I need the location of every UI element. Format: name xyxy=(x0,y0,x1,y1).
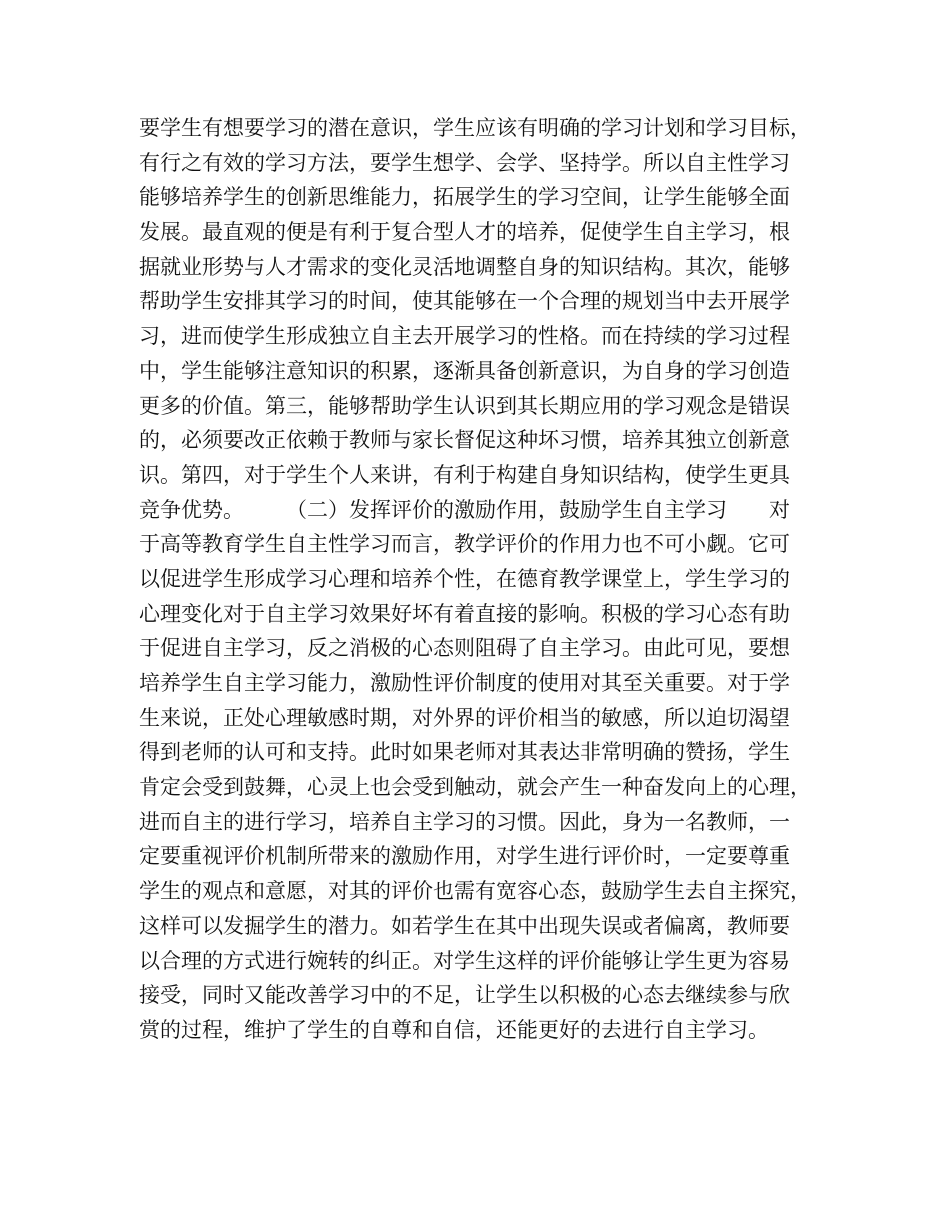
text-line: 习，进而使学生形成独立自主去开展学习的性格。而在持续的学习过程 xyxy=(139,324,790,349)
text-line: 肯定会受到鼓舞，心灵上也会受到触动，就会产生一种奋发向上的心理， xyxy=(139,775,811,800)
text-line: 有行之有效的学习方法，要学生想学、会学、坚持学。所以自主性学习 xyxy=(139,150,790,175)
text-line: 发展。最直观的便是有利于复合型人才的培养，促使学生自主学习，根 xyxy=(139,220,790,245)
text-line: 据就业形势与人才需求的变化灵活地调整自身的知识结构。其次，能够 xyxy=(139,254,790,279)
text-line: 以合理的方式进行婉转的纠正。对学生这样的评价能够让学生更为容易 xyxy=(139,948,790,973)
text-line: 更多的价值。第三，能够帮助学生认识到其长期应用的学习观念是错误 xyxy=(139,393,790,418)
text-line: 赏的过程，维护了学生的自尊和自信，还能更好的去进行自主学习。 xyxy=(139,1017,769,1042)
text-line: 能够培养学生的创新思维能力，拓展学生的学习空间，让学生能够全面 xyxy=(139,185,790,210)
text-line: 中，学生能够注意知识的积累，逐渐具备创新意识，为自身的学习创造 xyxy=(139,358,790,383)
text-line: 学生的观点和意愿，对其的评价也需有宽容心态，鼓励学生去自主探究， xyxy=(139,879,811,904)
text-line: 以促进学生形成学习心理和培养个性，在德育教学课堂上，学生学习的 xyxy=(139,566,790,591)
body-text xyxy=(139,111,829,1048)
text-line: 培养学生自主学习能力，激励性评价制度的使用对其至关重要。对于学 xyxy=(139,671,790,695)
section-heading-line: 竞争优势。 （二）发挥评价的激励作用，鼓励学生自主学习 对 xyxy=(139,497,790,522)
text-line: 要学生有想要学习的潜在意识，学生应该有明确的学习计划和学习目标， xyxy=(139,116,811,140)
text-line: 这样可以发掘学生的潜力。如若学生在其中出现失误或者偏离，教师要 xyxy=(139,913,790,938)
text-line: 识。第四，对于学生个人来讲，有利于构建自身知识结构，使学生更具 xyxy=(139,462,790,487)
text-line: 帮助学生安排其学习的时间，使其能够在一个合理的规划当中去开展学 xyxy=(139,289,790,314)
text-line: 接受，同时又能改善学习中的不足，让学生以积极的心态去继续参与欣 xyxy=(139,983,790,1008)
text-line: 生来说，正处心理敏感时期，对外界的评价相当的敏感，所以迫切渴望 xyxy=(139,705,790,730)
text-line: 于高等教育学生自主性学习而言，教学评价的作用力也不可小觑。它可 xyxy=(139,532,790,557)
text-line: 心理变化对于自主学习效果好坏有着直接的影响。积极的学习心态有助 xyxy=(139,601,790,626)
text-line: 定要重视评价机制所带来的激励作用，对学生进行评价时，一定要尊重 xyxy=(139,844,790,869)
text-line: 进而自主的进行学习，培养自主学习的习惯。因此，身为一名教师，一 xyxy=(139,809,790,834)
text-line: 于促进自主学习，反之消极的心态则阻碍了自主学习。由此可见，要想 xyxy=(139,636,790,661)
text-line: 的，必须要改正依赖于教师与家长督促这种坏习惯，培养其独立创新意 xyxy=(139,428,790,453)
text-line: 得到老师的认可和支持。此时如果老师对其表达非常明确的赞扬，学生 xyxy=(139,740,790,765)
